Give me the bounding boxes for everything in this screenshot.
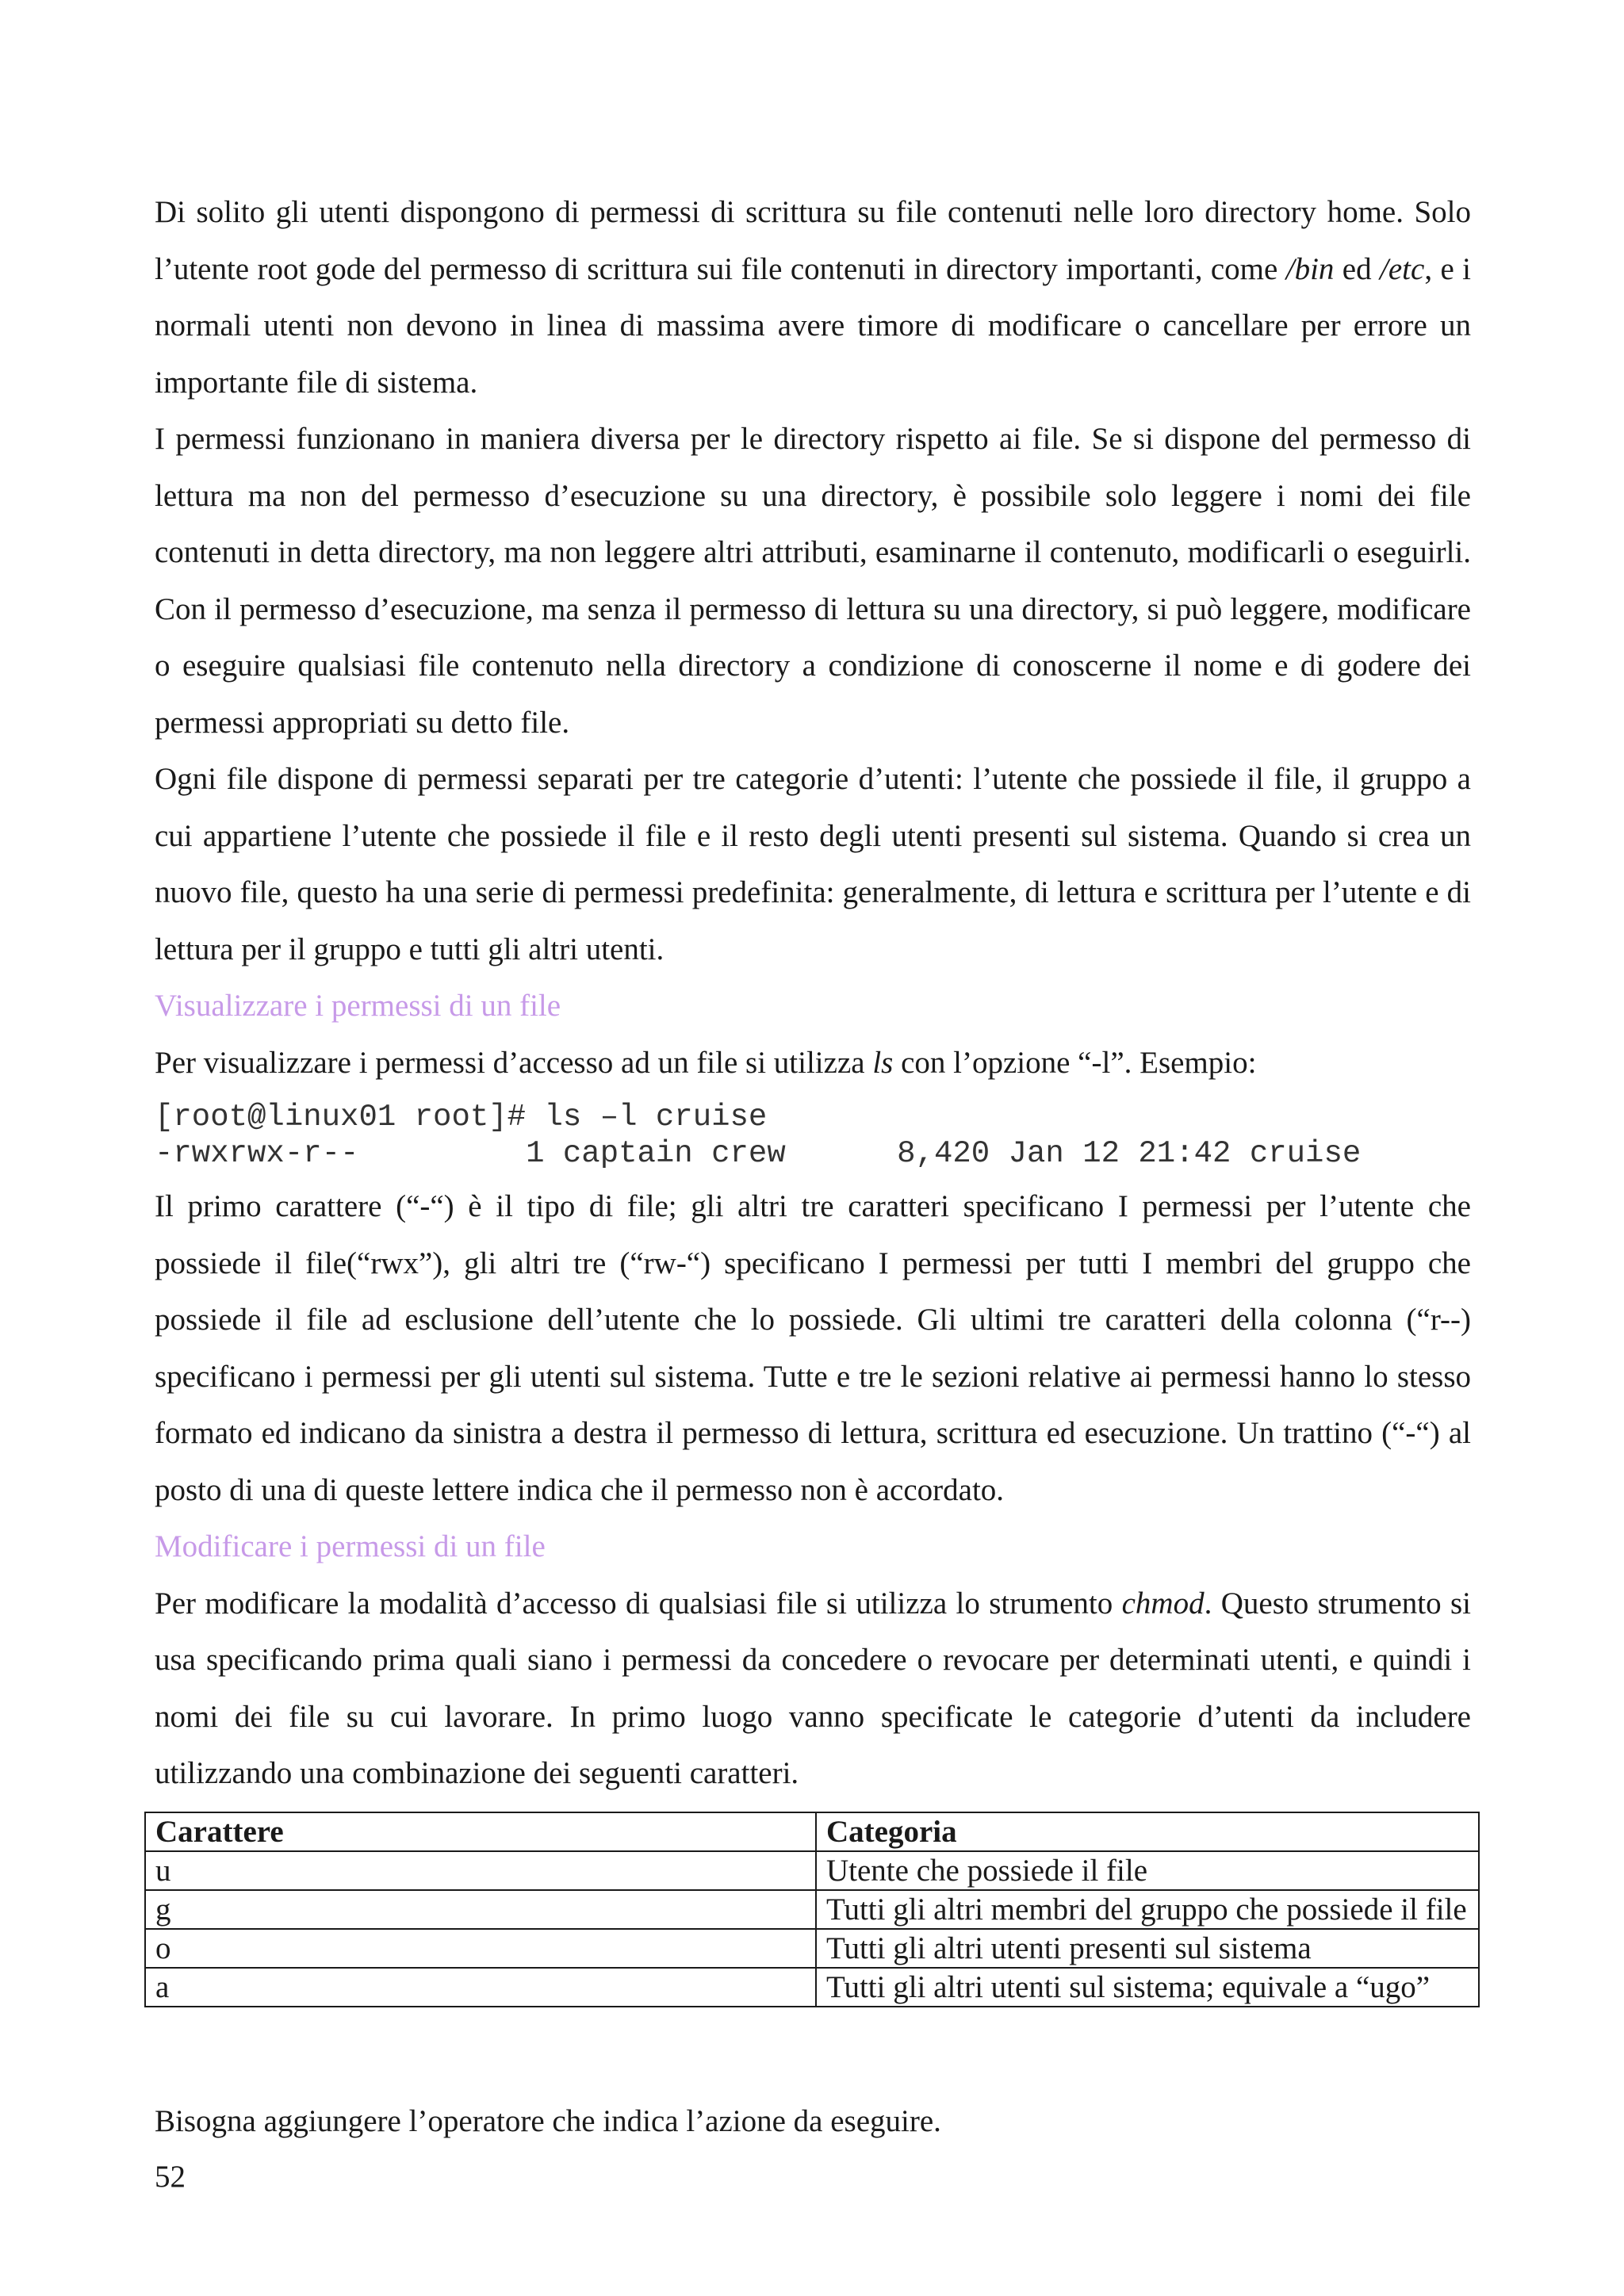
command-ls: ls (872, 1045, 894, 1080)
code-line-command: [root@linux01 root]# ls –l cruise (155, 1100, 768, 1135)
paragraph-chmod-intro: Per modificare la modalità d’accesso di qualsiasi file si utilizza lo strumento chmod. Questo strumento si usa specificando prima quali siano i permessi da concedere o revocare per determinati utenti, e quindi i nomi dei file su cui lavorare. In primo luogo vanno specificate le categorie d’utenti da includere utilizzando una combinazione dei seguenti caratteri. (155, 1586, 1471, 1790)
table-cell: Utente che possiede il file (816, 1851, 1479, 1890)
paragraph-user-categories: Ogni file dispone di permessi separati per tre categorie d’utenti: l’utente che possiede il file, il gruppo a cui appartiene l’utente che possiede il file e il resto degli utenti presenti sul sistema. Quando si crea un nuovo file, questo ha una serie di permessi predefinita: generalmente, di lettura e scrittura per l’utente e di lettura per il gruppo e tutti gli altri utenti. (155, 762, 1471, 966)
table-row (145, 1890, 1479, 1929)
table-row (145, 1929, 1479, 1968)
path-bin: /bin (1285, 251, 1335, 286)
table-cell: Tutti gli altri membri del gruppo che possiede il file (816, 1890, 1479, 1929)
paragraph-write-permissions: Di solito gli utenti dispongono di permessi di scrittura su file contenuti nelle loro directory home. Solo l’utente root gode del permesso di scrittura sui file contenuti in directory importanti, come /bin ed /etc, e i normali utenti non devono in linea di massima avere timore di modificare o cancellare per errore un importante file di sistema. (155, 195, 1471, 400)
table-cell: a (145, 1968, 816, 2007)
code-example (155, 1091, 1471, 1178)
table-cell: g (145, 1890, 816, 1929)
table-cell: o (145, 1929, 816, 1968)
table-cell: Tutti gli altri utenti presenti sul sistema (816, 1929, 1479, 1968)
page-number: 52 (155, 2160, 186, 2194)
paragraph-permission-explanation: Il primo carattere (“-“) è il tipo di file; gli altri tre caratteri specificano I permessi per l’utente che possiede il file(“rwx”), gli altri tre (“rw-“) specificano I permessi per tutti I membri del gruppo che possiede il file ad esclusione dell’utente che lo possiede. Gli ultimi tre caratteri della colonna (“r--) specificano i permessi per gli utenti sul sistema. Tutte e tre le sezioni relative ai permessi hanno lo stesso formato ed indicano da sinistra a destra il permesso di lettura, scrittura ed esecuzione. Un trattino (“-“) al posto di una di queste lettere indica che il permesso non è accordato. (155, 1189, 1471, 1507)
page-body (155, 184, 1471, 1802)
table-cell: u (145, 1851, 816, 1890)
path-etc: /etc (1380, 251, 1425, 286)
command-chmod: chmod (1121, 1586, 1205, 1621)
table-header-cell: Categoria (816, 1812, 1479, 1851)
table-header-row (145, 1812, 1479, 1851)
heading-modify-permissions: Modificare i permessi di un file (155, 1529, 546, 1563)
paragraph-ls-intro: Per visualizzare i permessi d’accesso ad un file si utilizza ls con l’opzione “-l”. Esempio: (155, 1045, 1257, 1080)
table-row (145, 1851, 1479, 1890)
paragraph-directory-permissions: I permessi funzionano in maniera diversa per le directory rispetto ai file. Se si dispone del permesso di lettura ma non del permesso d’esecuzione su una directory, è possibile solo leggere i nomi dei file contenuti in detta directory, ma non leggere altri attributi, esaminarne il contenuto, modificarli o eseguirli. Con il permesso d’esecuzione, ma senza il permesso di lettura su una directory, si può leggere, modificare o eseguire qualsiasi file contenuto nella directory a condizione di conoscerne il nome e di godere dei permessi appropriati su detto file. (155, 422, 1471, 740)
table-row (145, 1968, 1479, 2007)
code-line-output: -rwxrwx-r-- 1 captain crew 8,420 Jan 12 21:42 cruise (155, 1136, 1362, 1171)
heading-view-permissions: Visualizzare i permessi di un file (155, 989, 561, 1023)
permission-category-table (144, 1812, 1480, 2007)
table-header-cell: Carattere (145, 1812, 816, 1851)
table-cell: Tutti gli altri utenti sul sistema; equivale a “ugo” (816, 1968, 1479, 2007)
paragraph-operator: Bisogna aggiungere l’operatore che indica l’azione da eseguire. (155, 2104, 941, 2138)
